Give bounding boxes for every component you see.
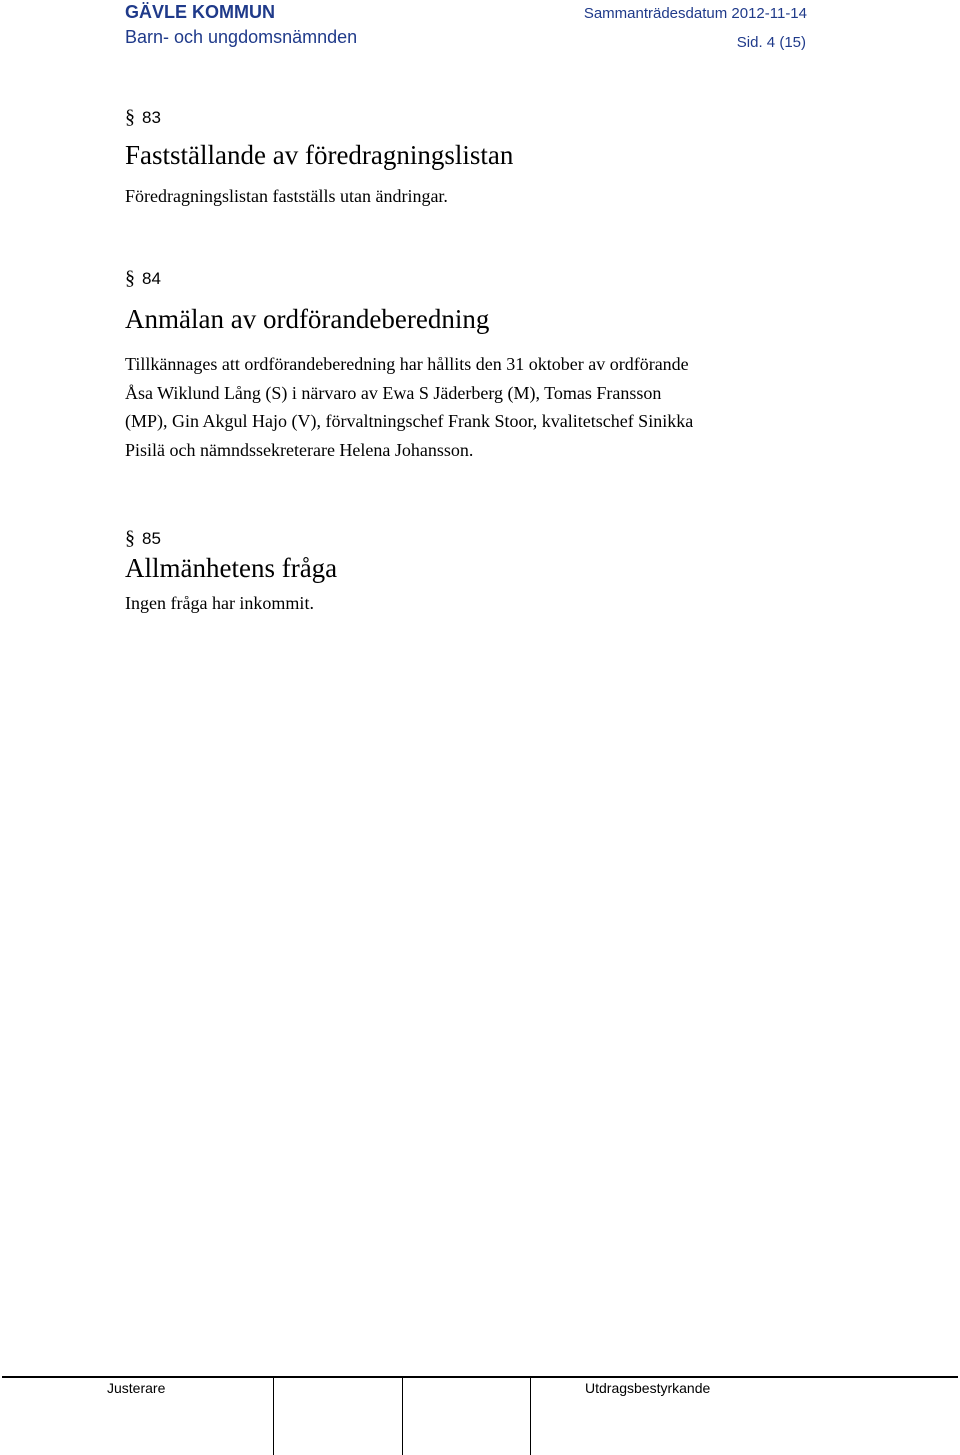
section-number: 84 bbox=[142, 269, 161, 288]
body-line: Föredragningslistan fastställs utan ändringar. bbox=[125, 186, 448, 206]
section-title-85: Allmänhetens fråga bbox=[125, 553, 338, 583]
justerare-label: Justerare bbox=[107, 1380, 166, 1396]
section-number: 83 bbox=[142, 108, 161, 127]
department-name: Barn- och ungdomsnämnden bbox=[125, 27, 358, 47]
section-number-85 bbox=[125, 527, 161, 550]
section-number-83 bbox=[125, 106, 161, 129]
body-line: Pisilä och nämndssekreterare Helena Johansson. bbox=[125, 439, 474, 460]
paragraph-symbol: § bbox=[125, 106, 135, 128]
meeting-date: Sammanträdesdatum 2012-11-14 bbox=[583, 5, 807, 22]
footer-divider bbox=[530, 1378, 531, 1455]
section-body-84 bbox=[125, 350, 693, 464]
body-line: (MP), Gin Akgul Hajo (V), förvaltningschef Frank Stoor, kvalitetschef Sinikka bbox=[125, 411, 694, 431]
footer-divider bbox=[273, 1378, 274, 1455]
section-title-84: Anmälan av ordförandeberedning bbox=[125, 304, 490, 334]
paragraph-symbol: § bbox=[125, 527, 135, 549]
utdragsbestyrkande-label: Utdragsbestyrkande bbox=[585, 1380, 711, 1396]
section-body-85 bbox=[125, 589, 314, 618]
paragraph-symbol: § bbox=[125, 267, 135, 289]
body-line: Tillkännages att ordförandeberedning har hållits den 31 oktober av ordförande bbox=[125, 354, 689, 374]
organization-name: GÄVLE KOMMUN bbox=[125, 2, 275, 22]
body-line: Åsa Wiklund Lång (S) i närvaro av Ewa S Jäderberg (M), Tomas Fransson bbox=[125, 382, 662, 403]
section-title-83: Fastställande av föredragningslistan bbox=[125, 140, 514, 170]
section-number-84 bbox=[125, 267, 161, 290]
page-number: Sid. 4 (15) bbox=[736, 34, 806, 51]
body-line: Ingen fråga har inkommit. bbox=[125, 593, 314, 613]
section-body-83 bbox=[125, 182, 448, 211]
footer-rule bbox=[2, 1376, 958, 1378]
footer-divider bbox=[402, 1378, 403, 1455]
section-number: 85 bbox=[142, 529, 161, 548]
